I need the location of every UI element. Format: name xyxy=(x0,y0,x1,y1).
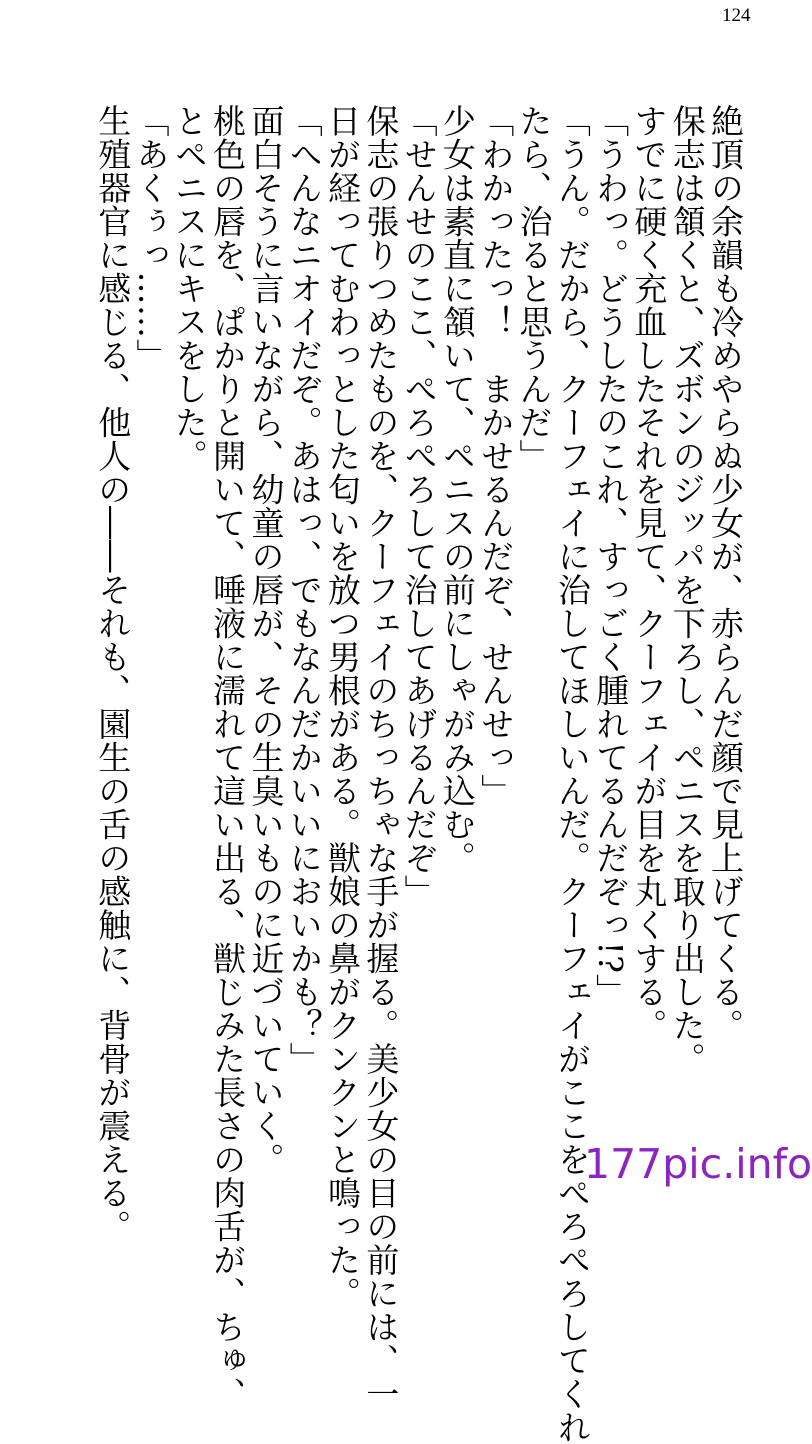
text-line-10: 保志の張りつめたものを、クーフェイのちっちゃな手が握る。美少女の目の前には、一 xyxy=(361,104,401,1411)
text-line-12: 「へんなニオイだぞ。あはっ、でもなんだかいいにおいかも？」 xyxy=(284,104,324,1076)
text-line-14: 桃色の唇を、ぱかりと開いて、唾液に濡れて這い出る、獣じみた長さの肉舌が、ちゅ、 xyxy=(208,104,248,1411)
text-line-15: とペニスにキスをした。 xyxy=(169,104,209,473)
text-line-16: 「あくぅっ……」 xyxy=(131,104,171,372)
text-line-7: 「わかったっ！ まかせるんだぞ、せんせっ」 xyxy=(476,104,516,808)
text-line-2: 保志は頷くと、ズボンのジッパを下ろし、ペニスを取り出した。 xyxy=(667,104,707,1076)
text-line-1: 絶頂の余韻も冷めやらぬ少女が、赤らんだ顔で見上げてくる。 xyxy=(706,104,745,1042)
text-line-3: すでに硬く充血したそれを見て、クーフェイが目を丸くする。 xyxy=(629,104,669,1042)
text-line-13: 面白そうに言いながら、幼童の唇が、その生臭いものに近づいていく。 xyxy=(246,104,286,1176)
watermark: 177pic.info xyxy=(584,1140,812,1188)
text-line-11: 日が経ってむわっとした匂いを放つ男根がある。獣娘の鼻がクンクンと鳴った。 xyxy=(323,104,363,1310)
text-line-8: 少女は素直に頷いて、ペニスの前にしゃがみ込む。 xyxy=(437,104,477,875)
text-line-4: 「うわっ。どうしたのこれ、すっごく腫れてるんだぞっ!?」 xyxy=(591,104,631,1007)
text-line-9: 「せんせのここ、ぺろぺろして治してあげるんだぞ」 xyxy=(399,104,439,908)
text-line-5: 「うん。だから、クーフェイに治してほしいんだ。クーフェイがここをぺろぺろしてくれ xyxy=(552,104,592,1444)
page-number: 124 xyxy=(722,5,751,26)
text-line-17: 生殖器官に感じる、他人の――それも、園生の舌の感触に、背骨が震える。 xyxy=(93,104,133,1243)
text-line-6: たら、治ると思うんだ」 xyxy=(514,104,554,473)
